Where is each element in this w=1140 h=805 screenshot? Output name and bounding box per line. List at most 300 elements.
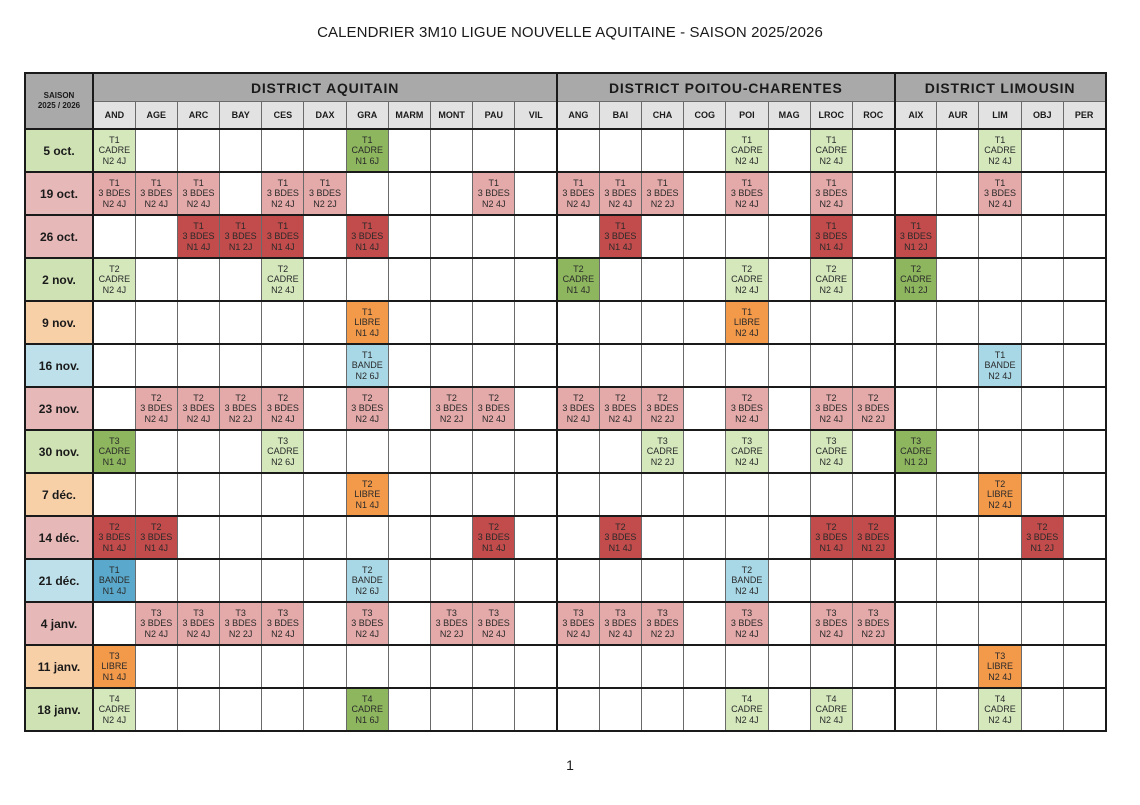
event-round: T2 [615, 521, 626, 532]
empty-cell [388, 688, 430, 731]
event-level: N2 4J [819, 155, 844, 166]
empty-cell [895, 516, 937, 559]
empty-cell [641, 645, 683, 688]
event-level: N2 4J [482, 628, 506, 639]
empty-cell [684, 559, 726, 602]
club-header-bai: BAI [599, 102, 641, 130]
event-round: T2 [741, 564, 753, 575]
empty-cell [810, 473, 852, 516]
season-years: 2025 / 2026 [37, 101, 81, 110]
event-round: T2 [867, 521, 879, 532]
empty-cell [1021, 387, 1063, 430]
event-cell-lroc [810, 387, 852, 430]
empty-cell [937, 602, 979, 645]
empty-cell [473, 430, 515, 473]
row-date: 5 oct. [25, 129, 93, 172]
event-mode: 3 BDES [646, 188, 679, 199]
empty-cell [1063, 344, 1105, 387]
event-round: T1 [361, 220, 373, 231]
empty-cell [641, 344, 683, 387]
event-level: N2 4J [988, 499, 1012, 510]
event-round: T1 [826, 177, 837, 188]
event-round: T2 [277, 392, 289, 403]
event-round: T3 [741, 607, 753, 618]
empty-cell [431, 301, 473, 344]
empty-cell [895, 645, 937, 688]
event-round: T2 [109, 521, 120, 532]
empty-cell [768, 473, 810, 516]
empty-cell [177, 129, 219, 172]
empty-cell [431, 215, 473, 258]
event-mode: CADRE [731, 446, 763, 457]
event-mode: CADRE [731, 704, 763, 715]
season-label: SAISON [43, 91, 75, 100]
calendar-row [25, 301, 1106, 344]
empty-cell [135, 473, 177, 516]
empty-cell [431, 258, 473, 301]
empty-cell [937, 516, 979, 559]
empty-cell [599, 559, 641, 602]
event-mode: 3 BDES [1026, 532, 1059, 543]
empty-cell [641, 516, 683, 559]
event-round: T1 [361, 134, 373, 145]
event-round: T2 [151, 521, 162, 532]
event-level: N1 6J [355, 155, 379, 166]
empty-cell [768, 301, 810, 344]
event-round: T1 [615, 177, 626, 188]
empty-cell [852, 215, 894, 258]
event-round: T1 [741, 177, 753, 188]
empty-cell [684, 516, 726, 559]
event-mode: 3 BDES [182, 188, 215, 199]
club-header-vil: VIL [515, 102, 557, 130]
event-cell-pau [473, 516, 515, 559]
event-mode: 3 BDES [899, 231, 932, 242]
empty-cell [346, 430, 388, 473]
empty-cell [768, 688, 810, 731]
empty-cell [852, 258, 894, 301]
empty-cell [515, 344, 557, 387]
empty-cell [431, 430, 473, 473]
empty-cell [895, 172, 937, 215]
empty-cell [684, 301, 726, 344]
empty-cell [852, 688, 894, 731]
event-level: N2 4J [988, 370, 1012, 381]
event-level: N2 2J [650, 198, 675, 209]
event-round: T3 [109, 650, 120, 661]
event-mode: 3 BDES [98, 532, 131, 543]
empty-cell [388, 344, 430, 387]
empty-cell [220, 688, 262, 731]
empty-cell [768, 172, 810, 215]
event-round: T1 [826, 134, 837, 145]
empty-cell [726, 516, 768, 559]
event-mode: 3 BDES [857, 403, 890, 414]
empty-cell [599, 344, 641, 387]
event-mode: 3 BDES [182, 618, 215, 629]
event-level: N2 4J [735, 155, 759, 166]
event-level: N2 4J [988, 671, 1012, 682]
event-round: T2 [826, 521, 837, 532]
event-cell-poi [726, 258, 768, 301]
event-level: N1 4J [566, 284, 591, 295]
empty-cell [979, 559, 1021, 602]
event-round: T3 [826, 607, 837, 618]
event-level: N2 4J [608, 628, 633, 639]
event-level: N1 2J [904, 241, 928, 252]
event-round: T3 [446, 607, 457, 618]
event-level: N2 2J [228, 628, 253, 639]
event-level: N2 4J [355, 413, 379, 424]
event-round: T1 [573, 177, 584, 188]
empty-cell [177, 301, 219, 344]
event-level: N1 2J [228, 241, 253, 252]
event-cell-gra [346, 387, 388, 430]
empty-cell [852, 473, 894, 516]
event-level: N1 4J [819, 542, 844, 553]
event-round: T3 [277, 435, 289, 446]
event-cell-roc [852, 602, 894, 645]
empty-cell [979, 301, 1021, 344]
event-cell-obj [1021, 516, 1063, 559]
event-cell-lroc [810, 129, 852, 172]
event-cell-cha [641, 602, 683, 645]
empty-cell [515, 301, 557, 344]
empty-cell [135, 688, 177, 731]
event-level: N2 4J [735, 456, 759, 467]
district-header: DISTRICT LIMOUSIN [895, 73, 1106, 102]
empty-cell [684, 602, 726, 645]
event-round: T2 [741, 263, 753, 274]
empty-cell [937, 129, 979, 172]
event-cell-ces [262, 172, 304, 215]
calendar-row [25, 688, 1106, 731]
event-cell-and [93, 258, 135, 301]
event-mode: CADRE [815, 446, 848, 457]
event-mode: 3 BDES [646, 618, 679, 629]
event-cell-poi [726, 172, 768, 215]
empty-cell [684, 430, 726, 473]
empty-cell [937, 301, 979, 344]
empty-cell [473, 344, 515, 387]
event-mode: 3 BDES [730, 188, 763, 199]
event-round: T1 [741, 306, 753, 317]
event-mode: CADRE [351, 704, 383, 715]
event-level: N2 2J [313, 198, 337, 209]
calendar-row [25, 387, 1106, 430]
event-cell-gra [346, 215, 388, 258]
empty-cell [684, 258, 726, 301]
empty-cell [852, 430, 894, 473]
event-round: T3 [867, 607, 879, 618]
calendar-row [25, 473, 1106, 516]
event-round: T4 [109, 693, 120, 704]
empty-cell [473, 129, 515, 172]
row-date: 4 janv. [25, 602, 93, 645]
event-mode: 3 BDES [604, 618, 637, 629]
event-round: T2 [826, 263, 837, 274]
event-level: N2 4J [819, 714, 844, 725]
empty-cell [304, 430, 346, 473]
event-level: N2 4J [482, 413, 506, 424]
event-cell-arc [177, 172, 219, 215]
empty-cell [262, 301, 304, 344]
event-level: N2 6J [271, 456, 295, 467]
empty-cell [641, 129, 683, 172]
event-level: N1 4J [102, 671, 127, 682]
event-cell-aix [895, 430, 937, 473]
event-level: N2 6J [355, 585, 379, 596]
empty-cell [473, 215, 515, 258]
club-header-aur: AUR [937, 102, 979, 130]
row-date: 26 oct. [25, 215, 93, 258]
district-header-row [25, 73, 1106, 102]
empty-cell [431, 516, 473, 559]
event-cell-and [93, 688, 135, 731]
empty-cell [726, 473, 768, 516]
empty-cell [135, 258, 177, 301]
event-level: N2 4J [186, 198, 211, 209]
event-cell-gra [346, 301, 388, 344]
event-mode: 3 BDES [815, 231, 848, 242]
empty-cell [515, 645, 557, 688]
empty-cell [1021, 602, 1063, 645]
calendar-row [25, 172, 1106, 215]
event-mode: 3 BDES [857, 532, 890, 543]
empty-cell [979, 215, 1021, 258]
empty-cell [304, 215, 346, 258]
event-round: T1 [994, 177, 1006, 188]
event-level: N1 4J [355, 241, 379, 252]
event-mode: 3 BDES [140, 618, 173, 629]
club-header-ang: ANG [557, 102, 599, 130]
event-cell-bai [599, 602, 641, 645]
empty-cell [852, 645, 894, 688]
empty-cell [515, 516, 557, 559]
empty-cell [1021, 430, 1063, 473]
empty-cell [388, 516, 430, 559]
event-mode: LIBRE [101, 661, 128, 672]
event-level: N2 4J [819, 413, 844, 424]
event-round: T2 [109, 263, 120, 274]
club-header-obj: OBJ [1021, 102, 1063, 130]
empty-cell [93, 344, 135, 387]
empty-cell [895, 559, 937, 602]
empty-cell [810, 301, 852, 344]
empty-cell [852, 301, 894, 344]
empty-cell [641, 688, 683, 731]
event-mode: 3 BDES [730, 618, 763, 629]
event-cell-poi [726, 387, 768, 430]
empty-cell [557, 645, 599, 688]
club-header-ces: CES [262, 102, 304, 130]
empty-cell [1021, 559, 1063, 602]
event-round: T2 [446, 392, 457, 403]
empty-cell [599, 688, 641, 731]
empty-cell [262, 688, 304, 731]
event-level: N2 4J [271, 413, 295, 424]
event-mode: LIBRE [354, 317, 381, 328]
event-cell-ces [262, 387, 304, 430]
empty-cell [557, 430, 599, 473]
event-round: T2 [1036, 521, 1048, 532]
event-cell-cha [641, 172, 683, 215]
empty-cell [388, 645, 430, 688]
event-mode: CADRE [984, 145, 1016, 156]
event-cell-mont [431, 602, 473, 645]
event-mode: CADRE [267, 446, 299, 457]
row-date: 14 déc. [25, 516, 93, 559]
club-header-and: AND [93, 102, 135, 130]
event-level: N1 2J [1030, 542, 1054, 553]
event-cell-roc [852, 387, 894, 430]
event-cell-age [135, 602, 177, 645]
event-round: T2 [488, 521, 500, 532]
event-cell-lim [979, 344, 1021, 387]
event-round: T1 [193, 177, 204, 188]
event-mode: 3 BDES [435, 403, 468, 414]
club-header-lroc: LROC [810, 102, 852, 130]
empty-cell [557, 215, 599, 258]
row-date: 16 nov. [25, 344, 93, 387]
event-cell-and [93, 559, 135, 602]
event-round: T1 [657, 177, 668, 188]
event-mode: 3 BDES [224, 231, 257, 242]
empty-cell [515, 688, 557, 731]
empty-cell [515, 387, 557, 430]
empty-cell [768, 645, 810, 688]
event-mode: BANDE [731, 575, 763, 586]
event-mode: BANDE [351, 360, 383, 371]
empty-cell [177, 645, 219, 688]
event-mode: 3 BDES [224, 618, 257, 629]
empty-cell [684, 688, 726, 731]
event-cell-lim [979, 129, 1021, 172]
event-cell-poi [726, 129, 768, 172]
calendar-row [25, 430, 1106, 473]
event-mode: 3 BDES [815, 532, 848, 543]
empty-cell [768, 559, 810, 602]
event-cell-poi [726, 688, 768, 731]
empty-cell [641, 215, 683, 258]
event-mode: 3 BDES [815, 618, 848, 629]
empty-cell [515, 559, 557, 602]
event-level: N2 4J [988, 155, 1012, 166]
event-level: N2 2J [228, 413, 253, 424]
empty-cell [262, 645, 304, 688]
club-header-per: PER [1063, 102, 1105, 130]
event-round: T2 [488, 392, 500, 403]
empty-cell [1063, 301, 1105, 344]
event-level: N1 2J [904, 284, 928, 295]
event-level: N1 4J [482, 542, 506, 553]
event-mode: 3 BDES [309, 188, 342, 199]
event-cell-ces [262, 258, 304, 301]
event-level: N2 4J [186, 413, 211, 424]
empty-cell [557, 301, 599, 344]
event-cell-age [135, 516, 177, 559]
empty-cell [431, 559, 473, 602]
empty-cell [220, 344, 262, 387]
event-mode: 3 BDES [351, 403, 384, 414]
empty-cell [304, 602, 346, 645]
empty-cell [304, 473, 346, 516]
empty-cell [346, 645, 388, 688]
event-level: N2 2J [650, 456, 675, 467]
empty-cell [810, 559, 852, 602]
calendar-body [25, 129, 1106, 731]
event-cell-roc [852, 516, 894, 559]
empty-cell [346, 172, 388, 215]
event-cell-lim [979, 688, 1021, 731]
empty-cell [810, 645, 852, 688]
event-round: T1 [109, 177, 120, 188]
empty-cell [135, 129, 177, 172]
empty-cell [641, 473, 683, 516]
event-level: N2 2J [650, 628, 675, 639]
event-level: N1 4J [186, 241, 211, 252]
event-level: N2 4J [144, 198, 169, 209]
empty-cell [135, 215, 177, 258]
event-mode: CADRE [562, 274, 595, 285]
empty-cell [220, 473, 262, 516]
empty-cell [684, 344, 726, 387]
event-round: T1 [151, 177, 162, 188]
empty-cell [262, 516, 304, 559]
event-mode: 3 BDES [140, 403, 173, 414]
empty-cell [515, 129, 557, 172]
empty-cell [304, 301, 346, 344]
empty-cell [684, 172, 726, 215]
event-cell-pau [473, 602, 515, 645]
empty-cell [220, 516, 262, 559]
event-mode: CADRE [815, 145, 848, 156]
event-mode: CADRE [98, 446, 131, 457]
row-date: 30 nov. [25, 430, 93, 473]
event-mode: 3 BDES [604, 403, 637, 414]
event-cell-poi [726, 301, 768, 344]
event-level: N2 4J [735, 714, 759, 725]
empty-cell [473, 559, 515, 602]
event-level: N2 4J [735, 413, 759, 424]
club-header-poi: POI [726, 102, 768, 130]
event-cell-pau [473, 387, 515, 430]
empty-cell [388, 258, 430, 301]
event-mode: 3 BDES [562, 403, 595, 414]
event-cell-gra [346, 602, 388, 645]
event-level: N2 4J [144, 628, 169, 639]
event-mode: 3 BDES [351, 618, 384, 629]
event-cell-bai [599, 172, 641, 215]
club-header-marm: MARM [388, 102, 430, 130]
empty-cell [473, 258, 515, 301]
event-cell-bay [220, 602, 262, 645]
event-level: N1 4J [608, 542, 633, 553]
empty-cell [388, 387, 430, 430]
event-mode: 3 BDES [562, 618, 595, 629]
event-cell-ces [262, 215, 304, 258]
empty-cell [304, 129, 346, 172]
club-header-cha: CHA [641, 102, 683, 130]
empty-cell [726, 344, 768, 387]
empty-cell [431, 172, 473, 215]
empty-cell [220, 258, 262, 301]
event-round: T3 [657, 435, 668, 446]
empty-cell [177, 430, 219, 473]
event-cell-lroc [810, 516, 852, 559]
event-round: T2 [657, 392, 668, 403]
event-cell-bai [599, 516, 641, 559]
